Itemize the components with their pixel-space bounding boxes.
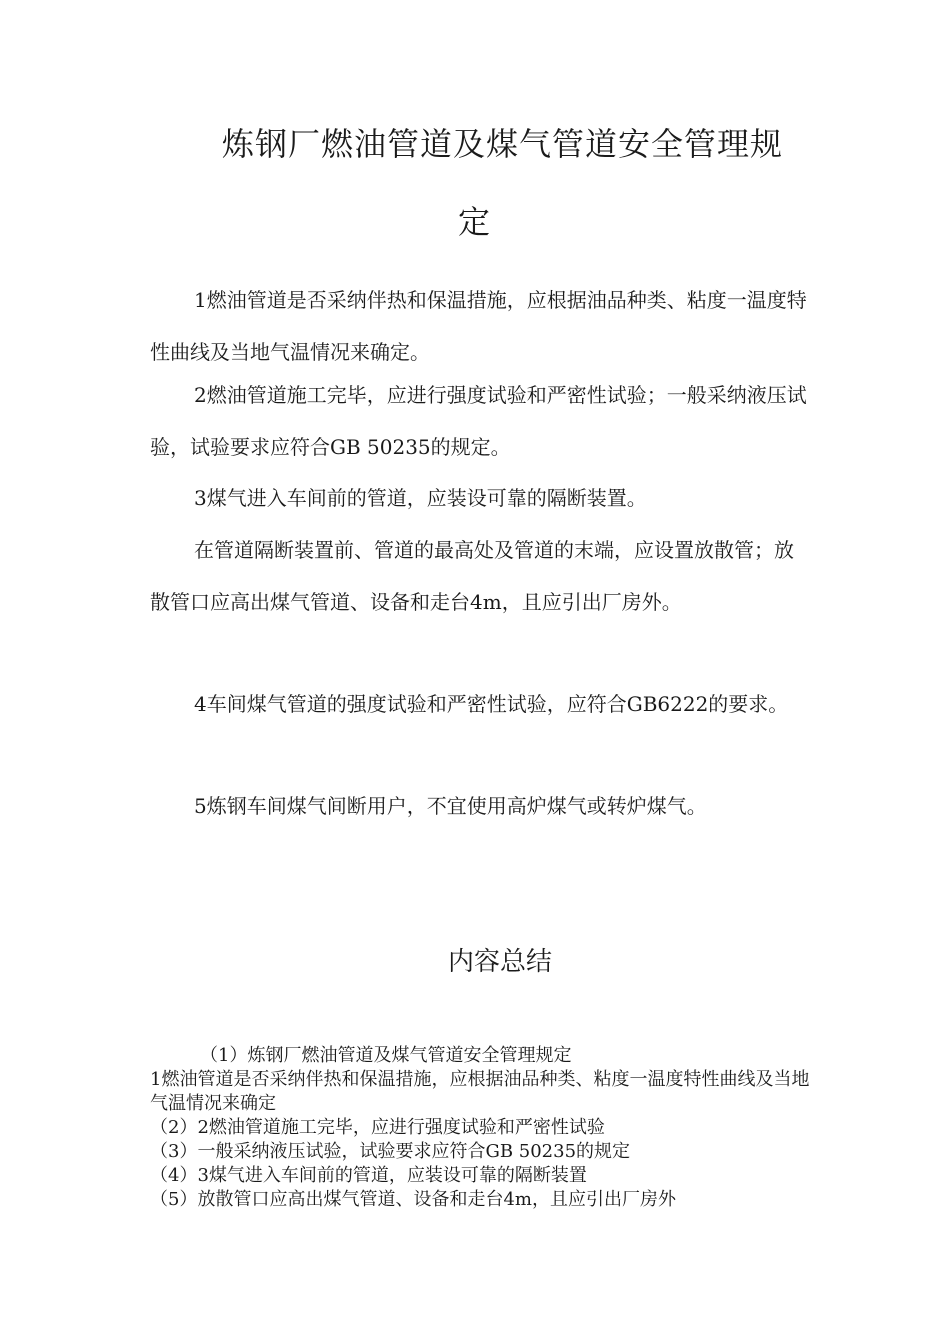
- summary-item-4: （3）一般采纳液压试验，试验要求应符合GB 50235的规定: [150, 1141, 631, 1162]
- summary-item-2: 1燃油管道是否采纳伴热和保温措施，应根据油品种类、粘度一温度特性曲线及当地气温情况来确定: [150, 1069, 810, 1114]
- summary-heading: 内容总结: [448, 947, 553, 977]
- summary-item-3: （2）2燃油管道施工完毕，应进行强度试验和严密性试验: [150, 1117, 605, 1138]
- summary-item-6: （5）放散管口应高出煤气管道、设备和走台4m，且应引出厂房外: [150, 1189, 676, 1210]
- document-title-line-2: 定: [458, 203, 491, 241]
- paragraph-5: 4车间煤气管道的强度试验和严密性试验，应符合GB6222的要求。: [194, 692, 789, 716]
- paragraph-2: 2燃油管道施工完毕，应进行强度试验和严密性试验；一般采纳液压试验，试验要求应符合GB 50235的规定。: [150, 383, 807, 459]
- paragraph-1: 1燃油管道是否采纳伴热和保温措施，应根据油品种类、粘度一温度特性曲线及当地气温情况来确定。: [150, 288, 807, 364]
- summary-item-1: （1）炼钢厂燃油管道及煤气管道安全管理规定: [200, 1045, 572, 1066]
- summary-list: [150, 1044, 810, 1212]
- document-title-line-1: 炼钢厂燃油管道及煤气管道安全管理规: [222, 125, 784, 163]
- paragraph-4: 在管道隔断装置前、管道的最高处及管道的末端，应设置放散管；放散管口应高出煤气管道、设备和走台4m，且应引出厂房外。: [150, 538, 794, 614]
- paragraph-6: 5炼钢车间煤气间断用户，不宜使用高炉煤气或转炉煤气。: [194, 794, 707, 818]
- paragraph-3: 3煤气进入车间前的管道，应装设可靠的隔断装置。: [194, 486, 647, 510]
- summary-item-5: （4）3煤气进入车间前的管道，应装设可靠的隔断装置: [150, 1165, 587, 1186]
